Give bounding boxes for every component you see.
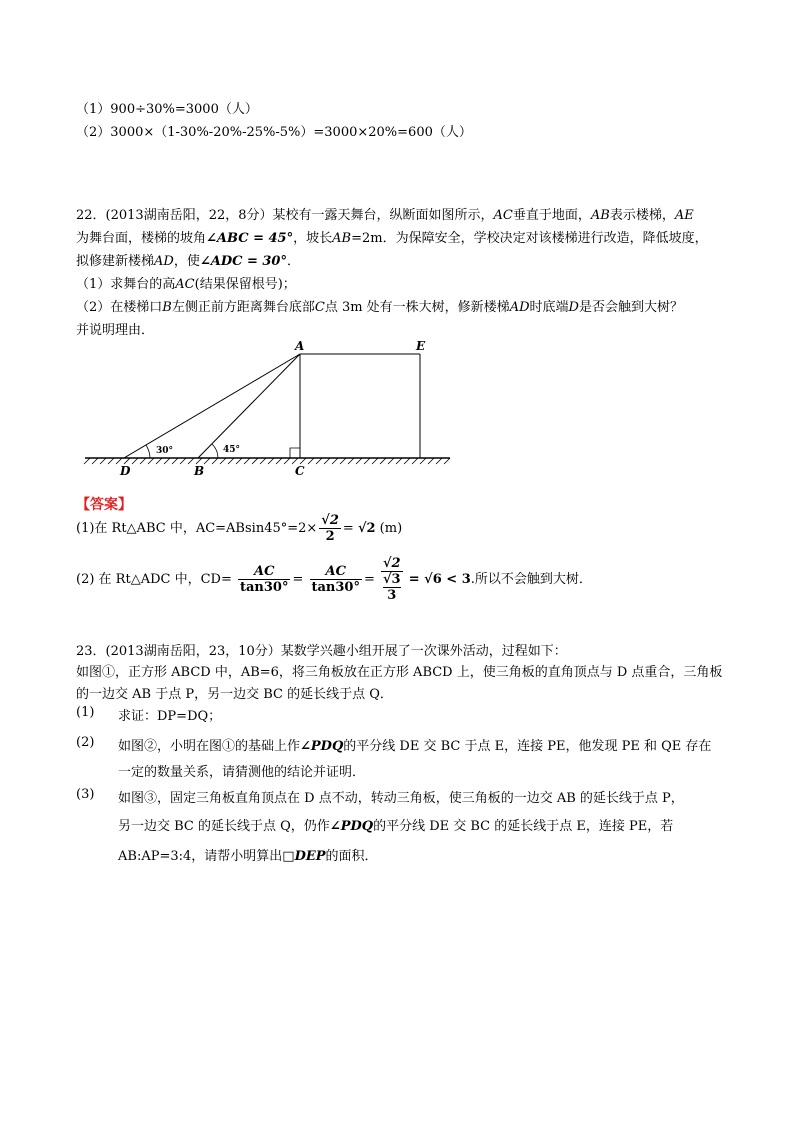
prev-answer-line-2: （2）3000×（1-30%-20%-25%-5%）=3000×20%=600（人） [76, 125, 472, 140]
q22-line-3: 拟修建新楼梯AD，使∠ADC = 30°． [76, 254, 300, 269]
label-E: E [416, 339, 426, 353]
label-B: B [194, 464, 205, 478]
stage-figure [80, 335, 460, 485]
label-C: C [295, 464, 305, 478]
angle-arc-B [212, 444, 218, 458]
q23-sub-3-line-3: AB:AP=3:4，请帮小明算出□DEP的面积． [118, 849, 378, 864]
q23-sub-1-number: (1) [76, 705, 95, 720]
fraction-sqrt2-over-2: $\frac{√2}{2}$ [321, 513, 339, 544]
q22-sub-2: （2）在楼梯口B左侧正前方距离舞台底部C点 3m 处有一株大树，修新楼梯AD时底端D是否会触到大树？ [76, 300, 683, 315]
q23-paragraph-line-1: 如图①，正方形 ABCD 中，AB=6，将三角板放在正方形 ABCD 上，使三角板的直角顶点与 D 点重合，三角板 [76, 665, 723, 680]
right-angle-mark [290, 448, 300, 458]
fraction-sqrt2-over-sqrt3-3: √2 √3 3 [383, 556, 401, 603]
q22-line-2: 为舞台面，楼梯的坡角∠ABC = 45°，坡长AB=2m．为保障安全，学校决定对该楼梯进行改造，降低坡度， [76, 231, 708, 246]
angle-label-B: 45° [223, 445, 241, 455]
prev-answer-line-1: （1）900÷30%=3000（人） [76, 102, 258, 117]
q23-sub-2-line-2: 一定的数量关系，请猜测他的结论并证明． [118, 765, 366, 780]
answer-tag: 【答案】 [76, 497, 132, 513]
q22-line-1: 22．(2013湖南岳阳，22，8分）某校有一露天舞台，纵断面如图所示，AC垂直于地面，AB表示楼梯，AE [76, 208, 694, 223]
q22-sub-2-line-2: 并说明理由． [76, 323, 155, 338]
segment-AB [198, 354, 300, 458]
fraction-ac-over-tan30: $\frac{AC}{\tan 30^\circ}$ [239, 564, 289, 595]
q23-sub-2: 如图②，小明在图①的基础上作∠PDQ的平分线 DE 交 BC 于点 E，连接 PE，他发现 PE 和 QE 存在 [118, 739, 712, 754]
answer-part-1: (1)在 Rt△ABC 中，AC=ABsin45°=2× $\frac{√2}{2}$ = √2 (m) [76, 513, 403, 544]
label-A: A [295, 339, 305, 353]
fraction-ac-over-tan30-2: $\frac{AC}{\tan 30^\circ}$ [311, 564, 360, 595]
q23-sub-3-number: (3) [76, 787, 95, 802]
q23-paragraph-line-2: 的一边交 AB 于点 P，另一边交 BC 的延长线于点 Q． [76, 687, 393, 702]
segment-AD [124, 354, 300, 458]
answer-part-2: (2) 在 Rt△ADC 中，CD= $\frac{AC}{\tan 30^\circ}$ = $\frac{AC}{\tan 30^\circ}$ = √2 √3 3 = √6 < 3.所以不会触到大树． [76, 556, 592, 603]
label-D: D [120, 464, 131, 478]
q23-sub-1: 求证：DP=DQ； [118, 709, 222, 724]
angle-label-D: 30° [156, 446, 174, 456]
q23-sub-2-number: (2) [76, 735, 95, 750]
q23-sub-3: 如图③，固定三角板直角顶点在 D 点不动，转动三角板，使三角板的一边交 AB 的延长线于点 P， [118, 791, 684, 806]
q23-heading: 23．(2013湖南岳阳，23，10分）某数学兴趣小组开展了一次课外活动，过程如下： [76, 644, 567, 659]
ground-hatching [84, 458, 450, 464]
q23-sub-3-line-2: 另一边交 BC 的延长线于点 Q，仍作∠PDQ的平分线 DE 交 BC 的延长线于点 E，连接 PE，若 [118, 819, 674, 834]
q22-sub-1: （1）求舞台的高AC(结果保留根号)； [76, 277, 296, 292]
angle-arc-D [146, 445, 150, 458]
